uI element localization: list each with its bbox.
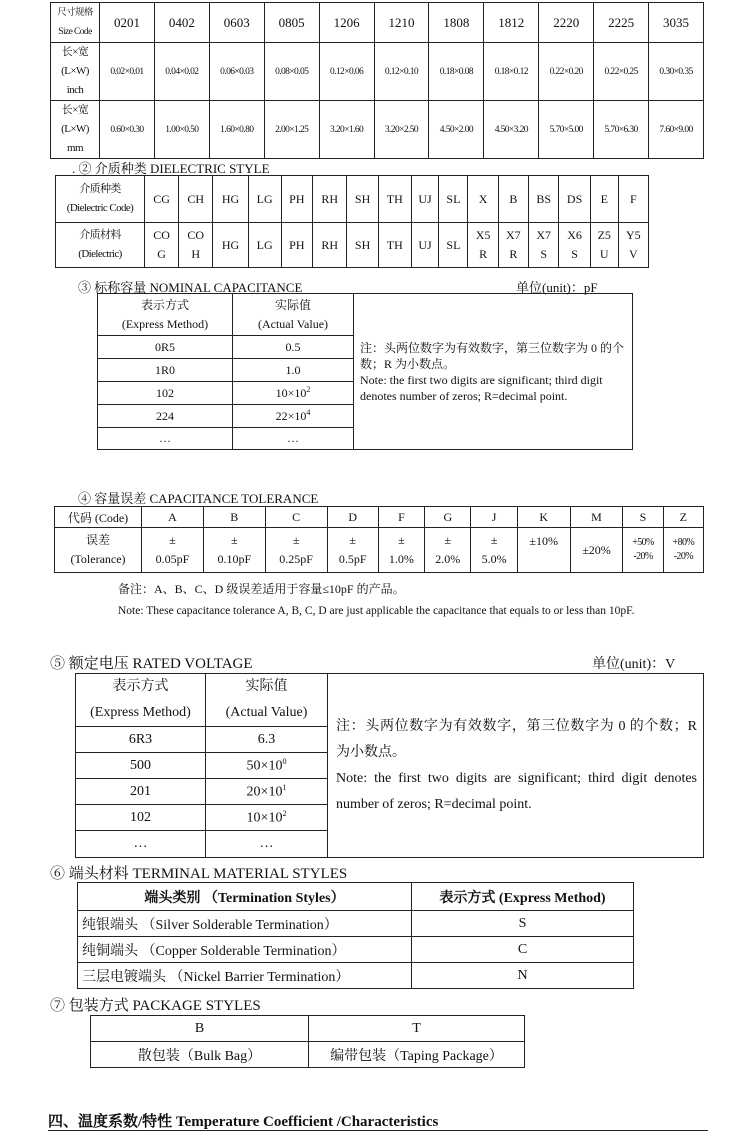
exp: 0	[282, 756, 287, 766]
inch-label-line: (L×W)	[61, 65, 89, 77]
dielectric-code: TH	[378, 176, 411, 223]
v: 0.5pF	[338, 552, 367, 566]
tol-value	[142, 528, 204, 573]
tol-value	[471, 528, 517, 573]
dielectric-code: HG	[213, 176, 248, 223]
tol-code: Z	[663, 507, 703, 528]
volt-col1-header	[76, 674, 206, 727]
v: 22×10	[275, 409, 307, 423]
cap-value	[233, 428, 354, 450]
m: X7	[506, 228, 521, 242]
tol-value	[265, 528, 327, 573]
volt-note-en: Note: the first two digits are significant; third digit denotes number of zeros; R=decimal point.	[336, 771, 697, 812]
tol-code: S	[623, 507, 663, 528]
dielectric-material: HG	[213, 223, 248, 268]
mm-value: 4.50×2.00	[429, 101, 484, 159]
voltage-table	[75, 673, 704, 858]
label-line: (Dielectric Code)	[66, 202, 134, 214]
cap-code: 224	[98, 405, 233, 428]
package-label: 编带包装（Taping Package）	[309, 1042, 525, 1068]
m: Y5	[625, 228, 641, 242]
m: R	[509, 247, 518, 261]
volt-note-cell	[328, 674, 704, 858]
cap-code: 1R0	[98, 359, 233, 382]
terminal-table	[77, 882, 634, 989]
terminal-style: 纯铜端头 （Copper Solderable Termination）	[78, 937, 412, 963]
mm-value: 3.20×1.60	[319, 101, 374, 159]
dielectric-code: B	[498, 176, 528, 223]
size-code: 0603	[209, 3, 264, 43]
cap-note-en: Note: the first two digits are significant; third digit denotes number of zeros; R=decimal point.	[360, 373, 603, 403]
v: 1.0%	[388, 552, 414, 566]
dielectric-material: TH	[378, 223, 411, 268]
dielectric-code: BS	[529, 176, 559, 223]
size-header-cn: 尺寸规格	[57, 7, 93, 18]
tol-label	[55, 528, 142, 573]
dielectric-code: E	[590, 176, 618, 223]
tol-code: F	[378, 507, 424, 528]
v: 10×10	[246, 810, 283, 826]
v: ±	[292, 533, 300, 547]
tol-code: J	[471, 507, 517, 528]
inch-label	[51, 43, 100, 101]
volt-code: 201	[76, 779, 206, 805]
v: 10×10	[275, 386, 307, 400]
dielectric-code: PH	[281, 176, 313, 223]
dielectric-material	[529, 223, 559, 268]
dielectric-material	[498, 223, 528, 268]
v: 50×10	[246, 758, 283, 774]
v: 0.10pF	[217, 552, 252, 566]
dielectric-code: SL	[439, 176, 468, 223]
volt-value	[206, 779, 328, 805]
dielectric-code: CH	[179, 176, 213, 223]
capacitance-unit: 单位(unit)：pF	[516, 280, 598, 295]
dielectric-material	[618, 223, 648, 268]
volt-code: 6R3	[76, 727, 206, 753]
cap-col2-header	[233, 294, 354, 336]
v: ±	[230, 533, 238, 547]
capacitance-table	[97, 293, 633, 450]
v: ±	[398, 533, 405, 547]
dielectric-title: . ② 介质种类 DIELECTRIC STYLE	[72, 161, 270, 176]
m: X5	[475, 228, 491, 242]
tol-value	[623, 528, 663, 573]
l: 误差	[85, 533, 110, 547]
inch-value: 0.08×0.05	[264, 43, 319, 101]
tolerance-title: ④ 容量误差 CAPACITANCE TOLERANCE	[78, 491, 319, 506]
m: S	[571, 247, 578, 261]
cap-code: …	[98, 428, 233, 450]
v: +50%	[632, 537, 654, 548]
mm-value: 5.70×5.00	[539, 101, 594, 159]
dielectric-material-label	[56, 223, 145, 268]
dielectric-material: LG	[248, 223, 281, 268]
mm-value: 2.00×1.25	[264, 101, 319, 159]
dielectric-code: SH	[347, 176, 379, 223]
volt-note-cn: 注：头两位数字为有效数字，第三位数字为 0 的个数；R 为小数点。	[336, 719, 697, 760]
section-heading-temperature: 四、温度系数/特性 Temperature Coefficient /Characteristics	[48, 1114, 439, 1130]
label-line: 介质种类	[79, 183, 121, 195]
volt-value	[206, 753, 328, 779]
terminal-code: C	[412, 937, 634, 963]
package-table	[90, 1015, 525, 1068]
size-code: 3035	[649, 3, 704, 43]
exp: 4	[306, 408, 311, 417]
mm-label	[51, 101, 100, 159]
dielectric-material: SH	[347, 223, 379, 268]
size-code: 1808	[429, 3, 484, 43]
m: U	[599, 247, 609, 261]
exp: 2	[306, 385, 311, 394]
v: 0.5	[285, 339, 301, 354]
dielectric-table	[55, 175, 649, 268]
tol-code: C	[265, 507, 327, 528]
m: CO	[187, 228, 205, 242]
inch-value: 0.18×0.08	[429, 43, 484, 101]
m: R	[479, 247, 488, 261]
v: …	[287, 431, 299, 445]
v: ±	[490, 533, 498, 547]
dielectric-material	[559, 223, 591, 268]
v: 5.0%	[481, 552, 507, 566]
h: 实际值	[245, 679, 288, 694]
v: 1.0	[285, 362, 301, 377]
tol-code: K	[517, 507, 570, 528]
v: +80%	[672, 537, 695, 548]
cap-note-cell	[354, 294, 633, 450]
h: (Express Method)	[90, 705, 191, 720]
dielectric-material: SL	[439, 223, 468, 268]
v: 0.05pF	[155, 552, 190, 566]
inch-value: 0.22×0.25	[594, 43, 649, 101]
dielectric-material	[468, 223, 498, 268]
package-code: T	[309, 1016, 525, 1042]
mm-value: 1.00×0.50	[154, 101, 209, 159]
dielectric-material	[590, 223, 618, 268]
cap-value	[233, 336, 354, 359]
volt-value	[206, 727, 328, 753]
capacitance-title: ③ 标称容量 NOMINAL CAPACITANCE	[78, 280, 303, 295]
dielectric-code: UJ	[411, 176, 439, 223]
v: -20%	[673, 551, 693, 562]
terminal-code: N	[412, 963, 634, 989]
inch-label-line: inch	[66, 84, 84, 96]
tol-code: G	[425, 507, 471, 528]
h: (Actual Value)	[225, 705, 308, 720]
h: 实际值	[274, 297, 311, 312]
tol-code-label: 代码 (Code)	[55, 507, 142, 528]
v: ±	[444, 533, 452, 547]
h: (Actual Value)	[257, 316, 329, 331]
mm-value: 7.60×9.00	[649, 101, 704, 159]
inch-value: 0.12×0.10	[374, 43, 429, 101]
dielectric-code: LG	[248, 176, 281, 223]
package-label: 散包装（Bulk Bag）	[91, 1042, 309, 1068]
dielectric-code: X	[468, 176, 498, 223]
mm-value: 1.60×0.80	[209, 101, 264, 159]
dielectric-code-label	[56, 176, 145, 223]
size-header-en: Size Code	[58, 26, 92, 37]
tol-value	[327, 528, 378, 573]
mm-label-line: 长×宽	[61, 104, 89, 116]
size-table	[50, 2, 704, 159]
size-code: 1812	[484, 3, 539, 43]
inch-value: 0.22×0.20	[539, 43, 594, 101]
size-code: 2225	[594, 3, 649, 43]
mm-value: 5.70×6.30	[594, 101, 649, 159]
exp: 1	[282, 782, 287, 792]
volt-value	[206, 805, 328, 831]
terminal-col2-header: 表示方式 (Express Method)	[412, 883, 634, 911]
tol-value	[425, 528, 471, 573]
v: 0.25pF	[279, 552, 313, 566]
cap-value	[233, 382, 354, 405]
tol-value	[663, 528, 703, 573]
m: H	[191, 247, 201, 261]
cap-code: 0R5	[98, 336, 233, 359]
tolerance-remark-cn: 备注：A、B、C、D 级误差适用于容量≤10pF 的产品。	[118, 582, 405, 596]
volt-code: 102	[76, 805, 206, 831]
label-line: (Dielectric)	[78, 248, 122, 260]
cap-value	[233, 359, 354, 382]
dielectric-material: RH	[313, 223, 347, 268]
tolerance-remark-en: Note: These capacitance tolerance A, B, C, D are just applicable the capacitance that equals to or less than 10pF.	[118, 605, 635, 617]
m: G	[157, 247, 166, 261]
size-code: 0201	[100, 3, 155, 43]
dielectric-code: DS	[559, 176, 591, 223]
dielectric-material	[145, 223, 179, 268]
m: S	[540, 247, 547, 261]
package-code: B	[91, 1016, 309, 1042]
terminal-title: ⑥ 端头材料 TERMINAL MATERIAL STYLES	[50, 866, 348, 882]
tol-code: D	[327, 507, 378, 528]
volt-code: …	[76, 831, 206, 858]
tol-value	[203, 528, 265, 573]
inch-value: 0.12×0.06	[319, 43, 374, 101]
inch-value: 0.30×0.35	[649, 43, 704, 101]
dielectric-code: F	[618, 176, 648, 223]
m: X7	[536, 228, 551, 242]
mm-label-line: mm	[67, 142, 83, 154]
l: (Tolerance)	[70, 552, 126, 566]
tol-code: M	[570, 507, 623, 528]
mm-value: 4.50×3.20	[484, 101, 539, 159]
cap-col1-header	[98, 294, 233, 336]
m: CO	[153, 228, 170, 242]
inch-value: 0.02×0.01	[100, 43, 155, 101]
terminal-code: S	[412, 911, 634, 937]
mm-label-line: (L×W)	[61, 123, 89, 135]
dielectric-code: RH	[313, 176, 347, 223]
mm-value: 3.20×2.50	[374, 101, 429, 159]
mm-value: 0.60×0.30	[100, 101, 155, 159]
size-header-label	[51, 3, 100, 43]
dielectric-material: PH	[281, 223, 313, 268]
dielectric-code: CG	[145, 176, 179, 223]
terminal-style: 三层电镀端头 （Nickel Barrier Termination）	[78, 963, 412, 989]
h: 表示方式	[112, 679, 169, 694]
volt-code: 500	[76, 753, 206, 779]
m: Z5	[597, 228, 611, 242]
v: -20%	[633, 551, 653, 562]
inch-label-line: 长×宽	[61, 46, 89, 58]
size-code: 0805	[264, 3, 319, 43]
cap-code: 102	[98, 382, 233, 405]
m: X6	[567, 228, 582, 242]
tol-code: A	[142, 507, 204, 528]
voltage-title: ⑤ 额定电压 RATED VOLTAGE	[50, 656, 253, 672]
inch-value: 0.18×0.12	[484, 43, 539, 101]
size-code: 1210	[374, 3, 429, 43]
m: V	[628, 247, 638, 261]
size-code: 0402	[154, 3, 209, 43]
inch-value: 0.04×0.02	[154, 43, 209, 101]
v: …	[259, 836, 274, 851]
label-line: 介质材料	[79, 229, 121, 241]
v: 20×10	[246, 784, 283, 800]
terminal-col1-header: 端头类别 （Termination Styles）	[78, 883, 412, 911]
h: 表示方式	[140, 297, 189, 312]
volt-col2-header	[206, 674, 328, 727]
voltage-unit: 单位(unit)：V	[592, 657, 676, 672]
dielectric-material	[179, 223, 213, 268]
tol-value	[378, 528, 424, 573]
v: 6.3	[257, 731, 276, 747]
size-code: 2220	[539, 3, 594, 43]
v: 2.0%	[435, 552, 461, 566]
cap-note-cn: 注：头两位数字为有效数字，第三位数字为 0 的个数；R 为小数点。	[360, 341, 625, 371]
package-title: ⑦ 包装方式 PACKAGE STYLES	[50, 998, 261, 1014]
volt-value	[206, 831, 328, 858]
tolerance-table	[54, 506, 704, 573]
tol-value: ±20%	[570, 528, 623, 573]
inch-value: 0.06×0.03	[209, 43, 264, 101]
tol-value: ±10%	[517, 528, 570, 573]
terminal-style: 纯银端头 （Silver Solderable Termination）	[78, 911, 412, 937]
tol-code: B	[203, 507, 265, 528]
size-code: 1206	[319, 3, 374, 43]
divider-line	[48, 1130, 708, 1131]
v: ±	[349, 533, 356, 547]
v: ±	[169, 533, 176, 547]
h: (Express Method)	[121, 316, 209, 331]
cap-value	[233, 405, 354, 428]
dielectric-material: UJ	[411, 223, 439, 268]
exp: 2	[282, 808, 287, 818]
